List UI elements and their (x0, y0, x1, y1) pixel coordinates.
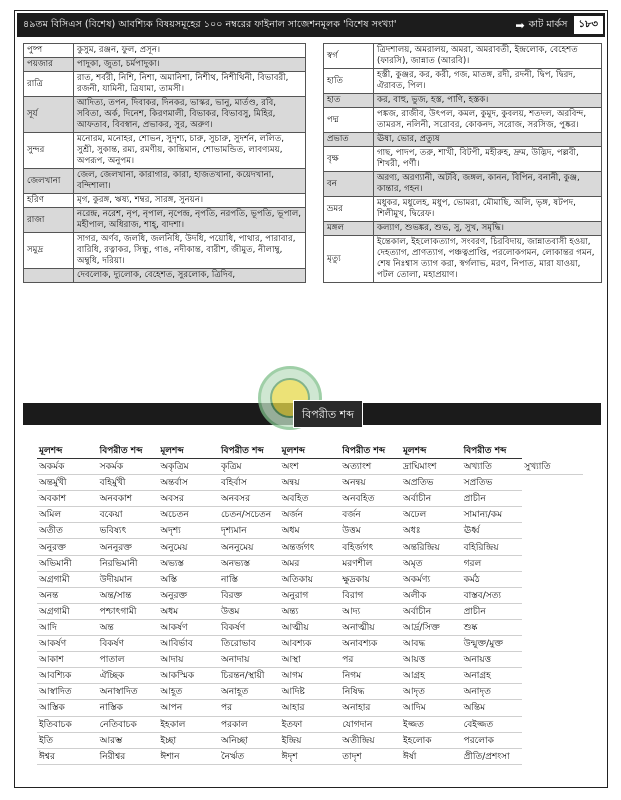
antonyms-column-header: মূলশব্দ (280, 443, 341, 459)
root-word: আগম (280, 668, 341, 684)
antonym-word: বিরক্ত (219, 587, 280, 603)
root-word: ইতিবাচক (37, 716, 98, 732)
antonym-word: অনবকাশ (98, 491, 159, 507)
antonyms-row (37, 700, 583, 716)
synonym-row (24, 72, 306, 97)
antonym-word: কর্মঠ (462, 571, 523, 587)
root-word: আকর্ষণ (37, 636, 98, 652)
root-word: অর্বাচীন (401, 603, 462, 619)
antonym-word: বকেয়া (98, 507, 159, 523)
antonym-word: উত্তম (219, 603, 280, 619)
antonym-word: অনবসর (219, 491, 280, 507)
root-word: অবকাশ (37, 491, 98, 507)
synonym-row (324, 222, 602, 236)
root-word: ইতফা (280, 716, 341, 732)
synonym-row (24, 44, 306, 58)
root-word: অবহিত (280, 491, 341, 507)
antonym-word: অনাহূত (219, 684, 280, 700)
antonym-word: অনাদৃত (462, 684, 523, 700)
antonyms-row (37, 507, 583, 523)
root-word: অগ্রগামী (37, 603, 98, 619)
synonym-row (24, 208, 306, 233)
root-word: দ্রাঘিমাংশ (401, 459, 462, 475)
root-word: আদিম (401, 700, 462, 716)
synonym-word: সুন্দর (24, 133, 74, 169)
antonym-word: অনাদায় (219, 652, 280, 668)
synonym-row (324, 172, 602, 197)
synonym-list: গাছ, পাদপ, তরু, শাখী, বিটপী, মহীরুহ, দ্রুম, উদ্ভিদ, পল্লবী, শিখরী, পর্ণী। (374, 147, 602, 172)
antonym-word: অনভ্যস্ত (219, 555, 280, 571)
root-word: ঈশ্বর (37, 748, 98, 764)
antonyms-row (37, 523, 583, 539)
synonym-word: পয়জার (24, 58, 74, 72)
root-word: অকর্মক (37, 459, 98, 475)
root-word: অনুরক্ত (37, 539, 98, 555)
synonyms-table-right (323, 43, 602, 283)
root-word: অন্ত্য (280, 603, 341, 619)
synonym-row (324, 236, 602, 283)
synonym-list: কুসুম, রঞ্জন, ফুল, প্রসূন। (74, 44, 306, 58)
antonym-word: নাস্তি (219, 571, 280, 587)
root-word: অবসর (158, 491, 219, 507)
root-word: ইতি (37, 732, 98, 748)
root-word: অমৃত (401, 555, 462, 571)
synonym-list: মধুকর, মধুলেহ, মধুপ, ভোমরা, মৌমাছি, অলি, ভৃঙ্গ, ষটপদ, শিলীমুখ, দ্বিরেফ। (374, 197, 602, 222)
root-word: ইজ্জত (401, 716, 462, 732)
root-word: অধম (280, 523, 341, 539)
synonym-row (24, 194, 306, 208)
antonyms-row (37, 603, 583, 619)
synonym-row (24, 233, 306, 269)
root-word: আবশ্যক (280, 636, 341, 652)
synonym-row (24, 133, 306, 169)
antonym-word: অননুরক্ত (98, 539, 159, 555)
synonym-word: পুষ্প (24, 44, 74, 58)
antonym-word: সপ্রতিভ (462, 475, 523, 491)
root-word: অংশ (280, 459, 341, 475)
antonym-word: প্রাচীন (462, 603, 523, 619)
root-word: অন্তর্বাস (158, 475, 219, 491)
antonym-word: নৈর্ঋত (219, 748, 280, 764)
root-word: অচেতন (158, 507, 219, 523)
root-word: অপ্রতিভ (401, 475, 462, 491)
antonyms-table (37, 443, 583, 765)
antonym-word: শুষ্ক (462, 619, 523, 635)
root-word: অভ্যস্ত (158, 555, 219, 571)
antonyms-row (37, 571, 583, 587)
synonym-word: ভ্রমর (324, 197, 374, 222)
root-word: আকাশ (37, 652, 98, 668)
root-word: অধঃ (401, 523, 462, 539)
synonym-row (24, 169, 306, 194)
antonyms-row (37, 619, 583, 635)
root-word: ইন্দ্রিয় (280, 732, 341, 748)
antonyms-row (37, 684, 583, 700)
antonym-word: সকর্মক (98, 459, 159, 475)
antonyms-column-header: বিপরীত শব্দ (98, 443, 159, 459)
root-word: আকর্ষণ (158, 619, 219, 635)
antonym-word: অনাগ্রহ (462, 668, 523, 684)
synonym-row (24, 97, 306, 133)
antonym-word: বহির্বাস (219, 475, 280, 491)
page-header (17, 13, 605, 37)
root-word: অমর (280, 555, 341, 571)
antonyms-row (37, 491, 583, 507)
antonym-word: আদ্য (340, 603, 401, 619)
synonym-list: হস্তী, কুঞ্জর, কর, করী, গজ, মাতঙ্গ, রদী, রদনী, দ্বিপ, দ্বিরদ, ঐরাবত, পিল। (374, 69, 602, 94)
antonyms-row (37, 732, 583, 748)
antonym-word: অনাহার (340, 700, 401, 716)
antonym-word: নিগম (340, 668, 401, 684)
root-word: অকর্মণ্য (401, 571, 462, 587)
root-word: ইহকাল (158, 716, 219, 732)
root-word: অঢেল (401, 507, 462, 523)
antonym-word: বিকর্ষণ (98, 636, 159, 652)
synonym-word: স্বর্গ (324, 44, 374, 69)
synonym-list: রাত, শর্বরী, নিশি, নিশা, অমানিশা, নিশীথ, নিশীথিনী, বিভাবরী, রজনী, যামিনী, ত্রিযামা, তামসী। (74, 72, 306, 97)
root-word: অকৃত্রিম (158, 459, 219, 475)
antonyms-row (37, 668, 583, 684)
root-word: অগ্রগামী (37, 571, 98, 587)
antonym-word: বহিরিন্দ্রিয় (462, 539, 523, 555)
antonym-word: দৃশ্যমান (219, 523, 280, 539)
antonyms-row (37, 652, 583, 668)
antonym-word: নিরভিমানী (98, 555, 159, 571)
antonym-word: অনাবশ্যক (340, 636, 401, 652)
antonym-word: তাদৃশ (340, 748, 401, 764)
antonym-word: অত্যাংশ (340, 459, 401, 475)
antonym-word: পাতাল (98, 652, 159, 668)
root-word: সুখ্যাতি (522, 459, 583, 475)
publisher-name: কাট মার্কস (528, 18, 568, 30)
antonym-word: পর (340, 652, 401, 668)
synonym-row (24, 269, 306, 283)
root-word: অদৃশ্য (158, 523, 219, 539)
synonym-list: অরণ্য, অরণ্যানী, অটবি, জঙ্গল, কানন, বিপিন, বনানী, কুঞ্জ, কান্তার, গহন। (374, 172, 602, 197)
synonym-word: পদ্ম (324, 108, 374, 133)
root-word: আবশ্যিক (37, 668, 98, 684)
synonym-list: জেল, জেলখানা, কারাগার, কারা, হাজতখানা, কয়েদখানা, বন্দিশালা। (74, 169, 306, 194)
root-word: আস্তিক (37, 700, 98, 716)
root-word: আপন (158, 700, 219, 716)
synonym-row (324, 197, 602, 222)
root-word: ইহলোক (401, 732, 462, 748)
root-word: আস্বাদিত (37, 684, 98, 700)
synonym-row (324, 69, 602, 94)
antonyms-column-header: মূলশব্দ (401, 443, 462, 459)
antonym-word: নিষিদ্ধ (340, 684, 401, 700)
root-word: অন্তর্মুখী (37, 475, 98, 491)
antonym-word: অনিচ্ছা (219, 732, 280, 748)
antonym-word: ঐচ্ছিক (98, 668, 159, 684)
antonym-word: বহির্মুখী (98, 475, 159, 491)
antonym-word: আরম্ভ (98, 732, 159, 748)
synonym-list: সাগর, অর্ণব, জলধি, জলনিধি, উদধি, পয়োধি, পাথার, পারাবার, বারিধি, রত্নাকর, সিন্ধু, গাঙ, নদীকান্ত, বারীশ, জীমুত, নীলাম্বু, অম্বুধি, দরিয়া। (74, 233, 306, 269)
antonym-word: উদীয়মান (98, 571, 159, 587)
antonym-word: নেতিবাচক (98, 716, 159, 732)
root-word: অভিমানী (37, 555, 98, 571)
antonym-word: বহির্জগৎ (340, 539, 401, 555)
synonym-list: পঙ্কজ, রাজীব, উৎপল, কমল, কুমুদ, কুবলয়, শতদল, অরবিন্দ, তামরস, নলিনী, সরোবর, কোকনদ, সরোজ, সরসিজ, পুষ্কর। (374, 108, 602, 133)
antonym-word: মরণশীল (340, 555, 401, 571)
antonym-word: অনন্বয় (340, 475, 401, 491)
synonym-list: পাদুকা, জুতা, চর্মপাদুকা। (74, 58, 306, 72)
synonym-word: হাত (324, 94, 374, 108)
root-word: ঈর্ষা (401, 748, 462, 764)
synonym-list: আদিত্য, তপন, দিবাকর, দিনকর, ভাস্কর, ভানু, মার্তণ্ড, রবি, সবিতা, অর্ক, দিনেশ, কিরণমালী, বিভাকর, বিভাবসু, মিহির, আফতাব, বিবস্বান, প্রভাকর, সুর, অরুণ। (74, 97, 306, 133)
synonym-word: প্রভাত (324, 133, 374, 147)
antonym-word: উন্মুক্ত/মুক্ত (462, 636, 523, 652)
antonym-word: অখ্যাতি (462, 459, 523, 475)
root-word: অনুরক্ত (158, 587, 219, 603)
antonym-word: পশ্চাৎগামী (98, 603, 159, 619)
antonyms-column-header: বিপরীত শব্দ (462, 443, 523, 459)
antonyms-row (37, 748, 583, 764)
antonym-word: সামান্য/কম (462, 507, 523, 523)
antonym-word: পর (219, 700, 280, 716)
synonym-row (324, 44, 602, 69)
synonym-row (24, 58, 306, 72)
synonym-word: হরিণ (24, 194, 74, 208)
synonym-word: রাজা (24, 208, 74, 233)
synonym-word: বৃক্ষ (324, 147, 374, 172)
root-word: অনুরাগ (280, 587, 341, 603)
antonym-word: অন্ত (98, 619, 159, 635)
antonym-word: যোগদান (340, 716, 401, 732)
synonym-word: সমুদ্র (24, 233, 74, 269)
root-word: ইচ্ছা (158, 732, 219, 748)
root-word: আদি (37, 619, 98, 635)
antonym-word: বিকর্ষণ (219, 619, 280, 635)
antonyms-row (37, 539, 583, 555)
antonym-word: নিরীশ্বর (98, 748, 159, 764)
root-word: আর্দ্র/সিক্ত (401, 619, 462, 635)
synonym-word: মৃত্যু (324, 236, 374, 283)
root-word: অতীত (37, 523, 98, 539)
root-word: আবদ্ধ (401, 636, 462, 652)
root-word: আস্থা (280, 652, 341, 668)
antonym-word: অননুমেয় (219, 539, 280, 555)
antonym-word: চিরন্তন/স্থায়ী (219, 668, 280, 684)
root-word: অন্বয় (280, 475, 341, 491)
root-word: অমিল (37, 507, 98, 523)
synonym-list: ত্রিদশালয়, অমরালয়, অমরা, অমরাবতী, ইন্দ্রলোক, বেহেশত (ফারসি), জান্নাত (আরবি)। (374, 44, 602, 69)
root-word: ঈশান (158, 748, 219, 764)
root-word: অনন্ত (37, 587, 98, 603)
antonym-word: পরকাল (219, 716, 280, 732)
antonym-word: ঊর্ধ্ব (462, 523, 523, 539)
antonyms-column-header: বিপরীত শব্দ (340, 443, 401, 459)
root-word: আদৃত (401, 684, 462, 700)
synonym-word: হাতি (324, 69, 374, 94)
antonym-word: চেতন/সচেতন (219, 507, 280, 523)
page-number: ১৮৩ (574, 16, 603, 34)
antonym-word: প্রাচীন (462, 491, 523, 507)
synonym-row (324, 133, 602, 147)
synonym-word: বন (324, 172, 374, 197)
antonym-word: অন্তিম (462, 700, 523, 716)
antonym-word: বিরাগ (340, 587, 401, 603)
antonym-word: অতীন্দ্রিয় (340, 732, 401, 748)
synonym-list: ঊষা, ভোর, প্রত্যুষ (374, 133, 602, 147)
synonym-word: সূর্য (24, 97, 74, 133)
antonym-word: উত্তম (340, 523, 401, 539)
antonym-word: পরলোক (462, 732, 523, 748)
synonym-word: মঙ্গল (324, 222, 374, 236)
arrow-icon: ➡ (515, 18, 525, 32)
synonym-list: কল্যাণ, শুভঙ্কর, শুভ, সু, সুখ, সমৃদ্ধি। (374, 222, 602, 236)
antonym-word: নাস্তিক (98, 700, 159, 716)
synonym-list: মনোরম, মনোহর, শোভন, সুদৃশ্য, চারু, সুচারু, সুদর্শন, ললিত, সুশ্রী, সুকান্ত, রম্য, রমণীয়, কান্তিমান, শোভামন্ডিত, লাবণ্যময়, অপরূপ, অনুপম। (74, 133, 306, 169)
root-word: অধম (158, 603, 219, 619)
root-word: অনুমেয় (158, 539, 219, 555)
synonym-row (324, 94, 602, 108)
antonym-word: গরল (462, 555, 523, 571)
root-word: আবির্ভাব (158, 636, 219, 652)
synonym-list: নরেন্দ্র, নরেশ, নৃপ, নৃপাল, নৃপেন্দ্র, নৃপতি, নরপতি, ভূপতি, ভূপাল, মহীপাল, অধিরাজ, শাহ্‌, বাদশা। (74, 208, 306, 233)
synonym-word: জেলখানা (24, 169, 74, 194)
root-word: অন্তর্জগৎ (280, 539, 341, 555)
root-word: আহূত (158, 684, 219, 700)
antonym-word: বেইজ্জত (462, 716, 523, 732)
root-word: আগ্রহ (401, 668, 462, 684)
root-word: আদিষ্ট (280, 684, 341, 700)
root-word: অর্জন (280, 507, 341, 523)
antonyms-row (37, 475, 583, 491)
antonym-word: বাস্তব/সত্য (462, 587, 523, 603)
root-word: অতিকায় (280, 571, 341, 587)
synonyms-table-left (23, 43, 306, 283)
antonym-word: তিরোভাব (219, 636, 280, 652)
root-word: অলীক (401, 587, 462, 603)
root-word: আদায় (158, 652, 219, 668)
antonyms-row (37, 459, 583, 475)
synonym-word: রাত্রি (24, 72, 74, 97)
synonym-row (324, 108, 602, 133)
root-word: আত্মীয় (280, 619, 341, 635)
antonym-word: অনাত্মীয় (340, 619, 401, 635)
antonym-word: অন্ত/সান্ত (98, 587, 159, 603)
synonym-row (324, 147, 602, 172)
antonym-word: অনাস্বাদিত (98, 684, 159, 700)
antonyms-column-header: মূলশব্দ (37, 443, 98, 459)
antonym-word: কৃত্রিম (219, 459, 280, 475)
header-title: ৪৯তম বিসিএস (বিশেষ) আবশ্যিক বিষয়সমূহের ১০০ নম্বরের ফাইনাল সাজেশনমূলক 'বিশেষ সংখ্যা' (23, 18, 397, 30)
root-word: অর্বাচীন (401, 491, 462, 507)
antonyms-row (37, 587, 583, 603)
root-word: আয়ত্ত (401, 652, 462, 668)
root-word: অস্তি (158, 571, 219, 587)
antonyms-header-row (37, 443, 583, 459)
antonym-word: প্রীতি/প্রশংসা (462, 748, 523, 764)
root-word: অন্তরিন্দ্রিয় (401, 539, 462, 555)
antonyms-title: বিপরীত শব্দ (293, 400, 363, 428)
antonyms-column-header: বিপরীত শব্দ (219, 443, 280, 459)
synonym-list: দেবলোক, দ্যুলোক, বেহেশত, সুরলোক, ত্রিদিব, (74, 269, 306, 283)
antonyms-row (37, 716, 583, 732)
document-page (14, 10, 608, 788)
antonym-word: অনায়ত্ত (462, 652, 523, 668)
antonym-word: ভবিষ্যৎ (98, 523, 159, 539)
synonym-list: মৃগ, কুরঙ্গ, ঋষ্য, শম্বর, সারঙ্গ, সুনয়ন। (74, 194, 306, 208)
root-word: আহার (280, 700, 341, 716)
synonym-list: কর, বাহু, ভুজ, হস্ত, পাণি, হস্তক। (374, 94, 602, 108)
synonym-word (24, 269, 74, 283)
synonym-list: ইন্তেকাল, ইহলোকত্যাগ, সংবরণ, চিরবিদায়, জান্নাতবাসী হওয়া, দেহত্যাগ, প্রাণত্যাগ, পঞ্চত্বপ্রাপ্তি, পরলোকগমন, লোকান্তর গমন, শেষ নিঃশ্বাস ত্যাগ করা, স্বর্গলাভ, মরণ, নিপাত, মারা যাওয়া, পটল তোলা, মহাপ্রয়াণ। (374, 236, 602, 283)
antonym-word: ক্ষুদ্রকায় (340, 571, 401, 587)
antonym-word: বর্জন (340, 507, 401, 523)
root-word: আকস্মিক (158, 668, 219, 684)
antonym-word: অনবহিত (340, 491, 401, 507)
root-word: ঈদৃশ (280, 748, 341, 764)
antonyms-row (37, 555, 583, 571)
antonyms-row (37, 636, 583, 652)
antonyms-column-header: মূলশব্দ (158, 443, 219, 459)
